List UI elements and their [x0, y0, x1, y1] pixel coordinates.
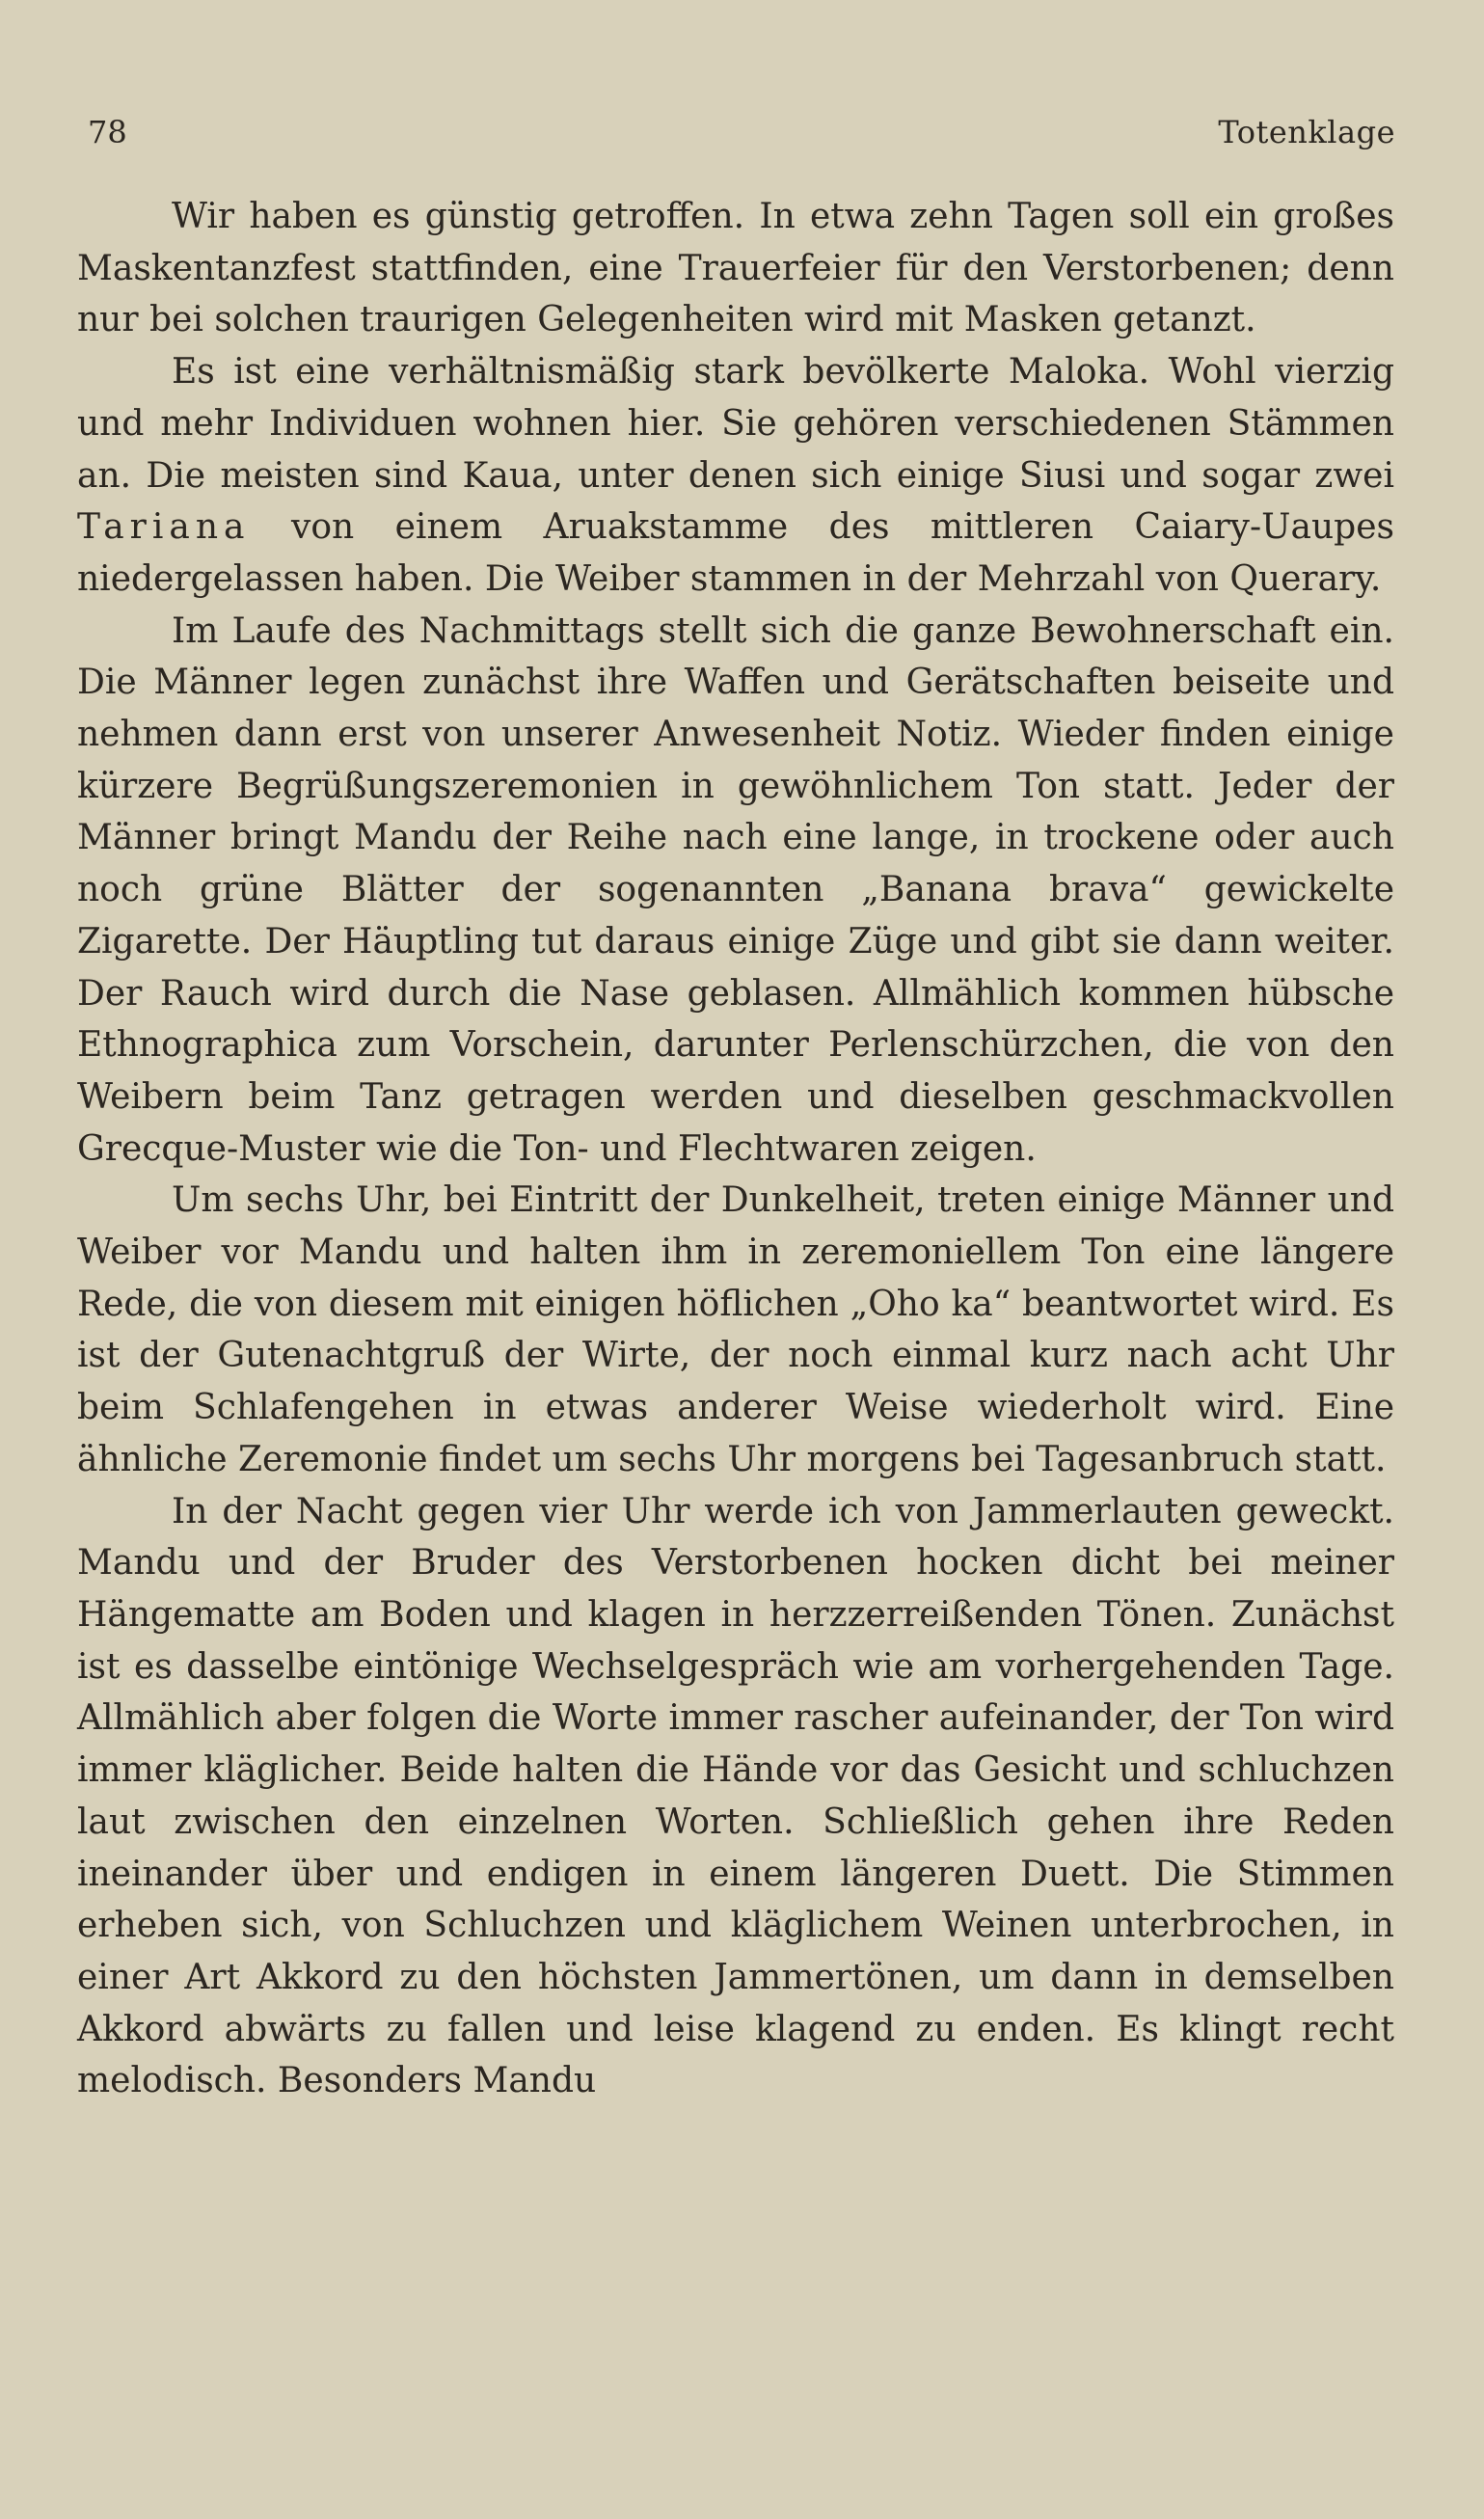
spaced-tribe-name: Tariana	[77, 507, 251, 548]
paragraph-text: von einem Aruakstamme des mittleren Caiary-Uaupes niedergelassen haben. Die Weiber stammen in der Mehrzahl von Querary.	[77, 507, 1394, 599]
paragraph-text: Es ist eine verhältnismäßig stark bevölkerte Maloka. Wohl vierzig und mehr Individuen wohnen hier. Sie gehören verschiedenen Stämmen an. Die meisten sind Kaua, unter denen sich einige Siusi und sogar zwei	[77, 352, 1394, 496]
page-number: 78	[88, 114, 127, 150]
paragraph-night-lament: In der Nacht gegen vier Uhr werde ich von Jammerlauten geweckt. Mandu und der Bruder des Verstorbenen hocken dicht bei meiner Hängematte am Boden und klagen in herzzerreißenden Tönen. Zunächst ist es dasselbe eintönige Wechselgespräch wie am vorhergehenden Tage. Allmählich aber folgen die Worte immer rascher aufeinander, der Ton wird immer kläglicher. Beide halten die Hände vor das Gesicht und schluchzen laut zwischen den einzelnen Worten. Schließlich gehen ihre Reden ineinander über und endigen in einem längeren Duett. Die Stimmen erheben sich, von Schluchzen und kläglichem Weinen unterbrochen, in einer Art Akkord zu den höchsten Jammertönen, um dann in demselben Akkord abwärts zu fallen und leise klagend zu enden. Es klingt recht melodisch. Besonders Mandu	[77, 1491, 1394, 2101]
body-text	[77, 191, 1394, 2107]
paragraph-afternoon-greetings: Im Laufe des Nachmittags stellt sich die ganze Bewohnerschaft ein. Die Männer legen zunächst ihre Waffen und Gerätschaften beiseite und nehmen dann erst von unserer Anwesenheit Notiz. Wieder finden einige kürzere Begrüßungszeremonien in gewöhnlichem Ton statt. Jeder der Männer bringt Mandu der Reihe nach eine lange, in trockene oder auch noch grüne Blätter der sogenannten „Banana brava“ gewickelte Zigarette. Der Häuptling tut daraus einige Züge und gibt sie dann weiter. Der Rauch wird durch die Nase geblasen. Allmählich kommen hübsche Ethnographica zum Vorschein, darunter Perlenschürzchen, die von den Weibern beim Tanz getragen werden und dieselben geschmackvollen Grecque-Muster wie die Ton- und Flechtwaren zeigen.	[77, 610, 1394, 1169]
running-title: Totenklage	[1218, 114, 1395, 150]
paragraph-evening-ceremony: Um sechs Uhr, bei Eintritt der Dunkelheit, treten einige Männer und Weiber vor Mandu und halten ihm in zeremoniellem Ton eine längere Rede, die von diesem mit einigen höflichen „Oho ka“ beantwortet wird. Es ist der Gutenachtgruß der Wirte, der noch einmal kurz nach acht Uhr beim Schlafengehen in etwas anderer Weise wiederholt wird. Eine ähnliche Zeremonie findet um sechs Uhr morgens bei Tagesanbruch statt.	[77, 1180, 1394, 1479]
paragraph-maloka-inhabitants	[77, 346, 1394, 606]
paragraph-masked-dance: Wir haben es günstig getroffen. In etwa zehn Tagen soll ein großes Maskentanzfest stattfinden, eine Trauerfeier für den Verstorbenen; denn nur bei solchen traurigen Gelegenheiten wird mit Masken getanzt.	[77, 197, 1394, 340]
page-header	[88, 108, 1395, 156]
